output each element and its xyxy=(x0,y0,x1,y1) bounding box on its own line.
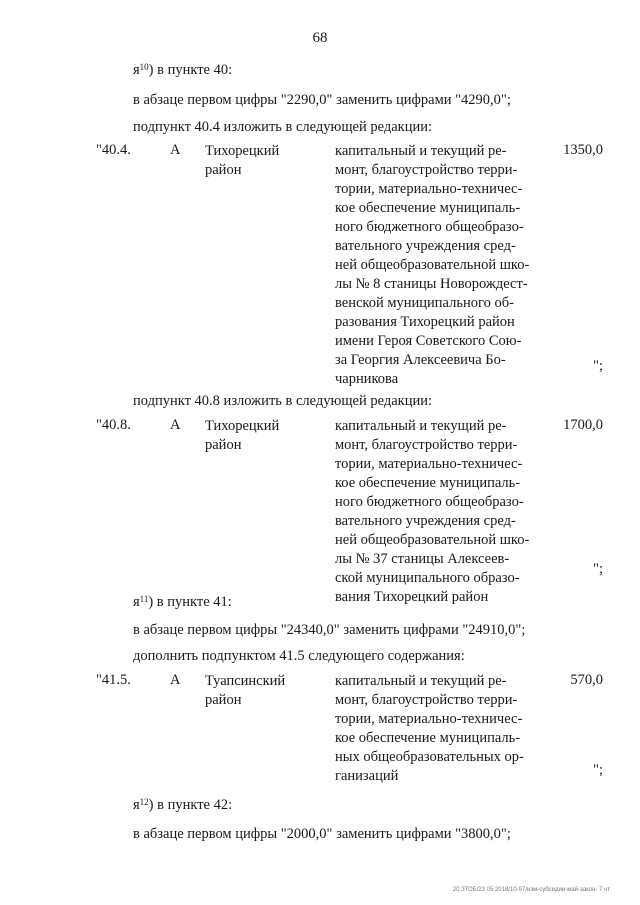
subitem-heading-40: $я^{10}$) в пункте 40: xyxy=(133,62,233,78)
amendment-paragraph: в абзаце первом цифры "24340,0" заменить цифрами "24910,0"; xyxy=(133,622,526,638)
subitem-heading-42: $я^{12}$) в пункте 42: xyxy=(133,797,233,813)
row-category: А xyxy=(170,142,181,158)
closing-quote: "; xyxy=(593,762,603,778)
row-district: Тихорецкий район xyxy=(205,143,280,178)
row-category: А xyxy=(170,417,181,433)
row-category: А xyxy=(170,672,181,688)
closing-quote: "; xyxy=(593,561,603,577)
row-number: "41.5. xyxy=(96,672,131,688)
closing-quote: "; xyxy=(593,358,603,374)
row-district: Туапсинский район xyxy=(205,673,286,708)
row-number: "40.4. xyxy=(96,142,131,158)
row-amount: 1350,0 xyxy=(563,142,603,158)
page-number: 68 xyxy=(312,30,328,46)
footnote-marker: 10 xyxy=(139,62,149,72)
row-description: капитальный и текущий ре- монт, благоустройство терри- тории, материально-техничес- кое обеспечение муниципаль- ных общеобразовательных ор- ганизаций xyxy=(335,673,524,784)
row-description: капитальный и текущий ре- монт, благоустройство терри- тории, материально-техничес- кое обеспечение муниципаль- ного бюджетного общеобразо- вательного учреждения сред- ней общеобразовательной шко- лы № 8 станицы Новорождест- венской муниципального об- разования Тихорецкий район имени Героя Советского Сою- за Георгия Алексеевича Бо- чарникова xyxy=(335,143,530,387)
row-description: капитальный и текущий ре- монт, благоустройство терри- тории, материально-техничес- кое обеспечение муниципаль- ного бюджетного общеобразо- вательного учреждения сред- ней общеобразовательной шко- лы № 37 станицы Алексеев- ской муниципального образо- вания Тихорецкий район xyxy=(335,418,530,605)
footnote-marker: 12 xyxy=(139,797,149,807)
subitem-heading-41: $я^{11}$) в пункте 41: xyxy=(133,594,232,610)
row-district: Тихорецкий район xyxy=(205,418,280,453)
amendment-paragraph: в абзаце первом цифры "2290,0" заменить цифрами "4290,0"; xyxy=(133,92,511,108)
document-footer: 20 ЗТОБ/23 05 2018/10-97/изм-субсидии-май-закон- 7 чт xyxy=(452,887,610,893)
row-amount: 1700,0 xyxy=(563,417,603,433)
row-number: "40.8. xyxy=(96,417,131,433)
amendment-paragraph: дополнить подпунктом 41.5 следующего содержания: xyxy=(133,648,465,664)
amendment-paragraph: подпункт 40.4 изложить в следующей редакции: xyxy=(133,119,433,135)
footnote-marker: 11 xyxy=(139,594,149,604)
row-amount: 570,0 xyxy=(570,672,603,688)
amendment-paragraph: подпункт 40.8 изложить в следующей редакции: xyxy=(133,393,433,409)
amendment-paragraph: в абзаце первом цифры "2000,0" заменить цифрами "3800,0"; xyxy=(133,826,511,842)
